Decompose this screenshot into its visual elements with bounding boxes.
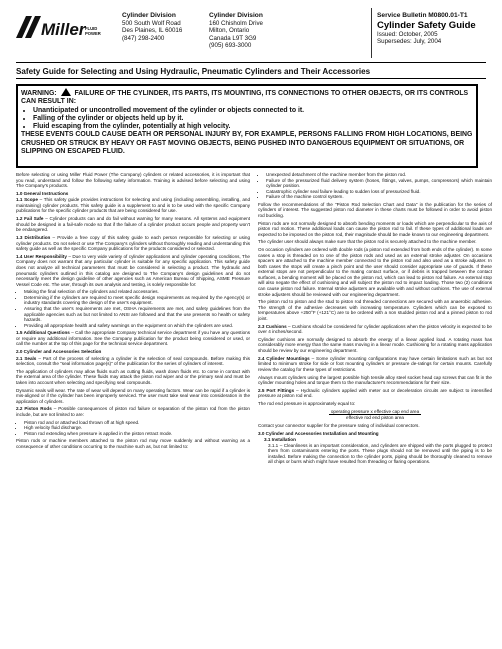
subsection-heading: 2.3 Cushions — [258, 323, 287, 329]
paragraph — [258, 388, 492, 399]
phone-number: (847) 298-2400 — [122, 34, 165, 42]
address-block-canada — [209, 12, 263, 50]
paragraph-text: – Cushions should be considered for cylinder applications when the piston velocity is expected to be over 4 inches/second. — [258, 323, 492, 335]
list-item: • Assuring that the user's requirements are met, OSHA requirements are met, and safety guidelines from the applicable agencies such as but not limited to ANSI are followed and that the use presents no health or safety hazards. — [24, 306, 250, 323]
division-name: Cylinder Division — [122, 12, 176, 19]
address-line: Canada L9T 3G9 — [209, 34, 257, 42]
paragraph — [16, 356, 250, 367]
paragraph — [258, 324, 492, 335]
body-column-left — [16, 172, 250, 452]
paragraph: Cylinder cushions are normally designed to absorb the energy of a linear applied load. A rotating mass has considerably more energy than the same mass moving in a linear mode. Cushioning for a rotating mass application should be review by our engineering department. — [258, 336, 492, 353]
warning-consequences: THESE EVENTS COULD CAUSE DEATH OR PERSONAL INJURY BY, FOR EXAMPLE, PERSONS FALLING FROM HIGH LOCATIONS, BEING CRUSHED OR STRUCK BY HEAVY OR FAST MOVING OBJECTS, BEING PUSHED INTO DANGEROUS EQUIPMENT OR SITUATIONS, OR SLIPPING ON ESCAPED FLUID. — [21, 131, 473, 156]
warning-text: FAILURE OF THE CYLINDER, ITS PARTS, ITS MOUNTING, ITS CONNECTIONS TO OTHER OBJECTS, OR ITS CONTROLS CAN RESULT IN: — [21, 90, 469, 106]
issued-date: Issued: October, 2005 — [377, 30, 438, 38]
section-heading: 3.0 Cylinder and Accessories Installation and Mounting — [258, 430, 379, 436]
paragraph — [16, 235, 250, 252]
list-item: • Failure of the machine control system. — [266, 194, 492, 200]
list-item: • Piston rod and or attached load thrown off at high speed. — [24, 420, 250, 426]
list-item: • Providing all appropriate health and safety warnings on the equipment on which the cylinders are used. — [24, 323, 250, 329]
document-title: Cylinder Safety Guide — [377, 19, 476, 31]
list-item: • Catastrophic cylinder seal failure leading to sudden loss of pressurized fluid. — [266, 189, 492, 195]
warning-heading — [21, 88, 473, 107]
address-block-us — [122, 12, 182, 42]
paragraph-text: – Possible consequences of piston rod failure or separation of the piston rod from the piston include, but are not limited to are: — [16, 406, 250, 418]
address-line: Des Plaines, IL 60016 — [122, 27, 183, 35]
warning-bullet: • Fluid escaping from the cylinder, potentially at high velocity. — [33, 123, 473, 131]
brand-name: Miller — [41, 20, 86, 39]
paragraph — [16, 254, 250, 287]
intro-paragraph: Before selecting or using Miller Fluid Power (The Company) cylinders or related accessories, it is important that you read, understand and follow the following safety information. Training is advised before selecting and using The Company's products. — [16, 172, 250, 189]
paragraph: Dynamic seals will wear. The rate of wear will depend on many operating factors. Wear can be rapid if a cylinder is mis-aligned or if the cylinder has been improperly serviced. The user must take seal wear into consideration in the application of cylinders. — [16, 387, 250, 404]
list-item: • High velocity fluid discharge. — [24, 425, 250, 431]
warning-triangle-icon — [61, 88, 71, 96]
paragraph-text: – Cylinder products can and do fail without warning for many reasons. All systems and equipment should be designed in a fail-safe mode so that if the failure of a cylinder product occurs people and property won't be endangered. — [16, 216, 251, 233]
miller-logo — [16, 12, 104, 42]
paragraph — [16, 216, 250, 233]
supersedes-date: Supersedes: July, 2004 — [377, 38, 442, 46]
svg-text:POWER: POWER — [85, 31, 101, 36]
header-divider — [371, 8, 372, 58]
paragraph: Contact your connector supplier for the pressure rating of individual connectors. — [258, 422, 420, 428]
division-name: Cylinder Division — [209, 12, 263, 19]
paragraph-text: – Hydraulic cylinders applied with meter out or deceleration circuits are subject to intensified pressure at piston rod end. — [258, 387, 493, 399]
subsection-heading: 1.3 Distribution — [16, 235, 51, 241]
svg-text:FLUID: FLUID — [85, 26, 98, 31]
section-heading: 1.0 General Instructions — [16, 190, 69, 196]
subsection-heading: 1.2 Fail Safe — [16, 216, 44, 222]
subsection-heading: 2.4 Cylinder Mountings — [258, 355, 310, 361]
list-item: • Piston rod extending when pressure is applied in the piston retract mode. — [24, 431, 250, 437]
paragraph-text: – Part of the process of selecting a cylinder is the selection of seal compounds. Before making this selection, consult the "seal information page(s)" of the publication for the series of cylinders of interest. — [16, 355, 250, 367]
title-rule — [16, 78, 486, 79]
page-header — [0, 0, 502, 60]
bullet-list — [16, 289, 250, 328]
paragraph: The cylinder user should always make sure that the piston rod is securely attached to the machine member. — [258, 239, 477, 245]
bullet-list — [258, 172, 492, 200]
subsection-heading: 2.2 Piston Rods — [16, 406, 52, 412]
formula-denominator: effective rod end piston area — [346, 415, 404, 421]
paragraph — [16, 330, 250, 347]
address-line: Milton, Ontario — [209, 27, 250, 35]
paragraph: Piston rods or machine members attached to the piston rod may move suddenly and without warning as a consequence of other conditions occurring to the machine such as, but not limited to: — [16, 438, 250, 449]
paragraph-text: – Provide a free copy of this safety guide to each person responsible for selecting or using cylinder products. Do not select or use The Company's cylinders without thoroughly reading and understanding this safety guide as well as the specific Company publications for the products considered or selected. — [16, 235, 251, 252]
subsection-heading: 2.1 Seals — [16, 355, 37, 361]
paragraph-text: – This safety guide provides instructions for selecting and using (including assembling, installing, and maintaining) cylinder products. This safety guide is a supplement to and is to be used with the specific Company publications for the specific cylinder products that are being considered for use. — [16, 197, 250, 214]
warning-bullet: • Unanticipated or uncontrolled movement of the cylinder or objects connected to it. — [33, 107, 473, 115]
subsection-heading: 3.1 Installation — [264, 437, 296, 443]
page-title: Safety Guide for Selecting and Using Hydraulic, Pneumatic Cylinders and Their Accessories — [16, 67, 371, 76]
paragraph: Always mount cylinders using the largest possible high tensile alloy steel socket head cap screws that can fit in the cylinder mounting holes and torque them to the manufacturer's recommendations for their size. — [258, 374, 492, 386]
phone-number: (905) 693-3000 — [209, 42, 252, 50]
paragraph: The piston rod to piston and the stud to piston rod threaded connections are secured with an anaerobic adhesive. The strength of the adhesive decreases with increasing temperature. Cylinders which can be exposed to temperatures above +250°F (+121°C) are to be ordered with a non studded piston rod and a pinned piston to rod joint. — [258, 299, 492, 321]
list-item: • Unexpected detachment of the machine member from the piston rod. — [266, 172, 492, 178]
body-column-right — [258, 172, 492, 467]
warning-label: WARNING: — [21, 90, 57, 97]
formula-numerator: operating pressure x effective cap end area — [330, 408, 420, 414]
address-line: 500 South Wolf Road — [122, 19, 181, 27]
subsection-heading: 1.5 Additional Questions — [16, 330, 70, 336]
paragraph: The application of cylinders may allow fluids such as cutting fluids, wash down fluids etc. to come in contact with the external area of the cylinder. These fluids may attack the piston rod wiper and or the primary seal and must be taken into account when selecting and specifying seal compounds. — [16, 368, 250, 385]
subsection-heading: 1.4 User Responsibility — [16, 253, 67, 259]
bullet-list — [16, 420, 250, 437]
miller-logo-graphic — [16, 12, 104, 42]
list-item: • Failure of the pressurized fluid delivery system (hoses, fittings, valves, pumps, compressors) which maintain cylinder position. — [266, 178, 492, 189]
paragraph-text: – Call the appropriate Company technical service department if you have any questions or require any additional information. See the Company publication for the product being considered or used, or call the number at the top of this page for the technical service department. — [16, 330, 250, 347]
warning-bullet: • Falling of the cylinder or objects held up by it. — [33, 115, 473, 123]
warning-bullets — [21, 107, 473, 132]
paragraph — [258, 356, 492, 373]
paragraph-text: – Some cylinder mounting configurations may have certain limitations such as but not limited to minimum stroke for side or foot mounting cylinders or pressure de-ratings for certain mounts. Carefully review the catalog for these types of restrictions. — [258, 355, 492, 372]
address-line: 160 Chisholm Drive — [209, 19, 263, 27]
section-heading: 2.0 Cylinder and Accessories Selection — [16, 348, 102, 354]
subsection-heading: 1.1 Scope — [16, 197, 38, 203]
paragraph-text: – Due to very wide variety of cylinder applications and cylinder operating conditions, The Company does not warrant that any particular cylinder is suitable for any specific application. This safety guide does not analyze all technical parameters that must be considered in selecting a product. The hydraulic and pneumatic cylinders outlined in this catalog are designed to The Company's design guidelines and do not necessarily meet the design guideline of other agencies such as American Bureau of Shipping, ASME Pressure Vessel Code etc. The user, through its own analysis and testing, is solely responsible for: — [16, 253, 250, 287]
list-item: • Making the final selection of the cylinders and related accessories. — [24, 289, 250, 295]
warning-box — [16, 84, 478, 168]
paragraph: 3.1.1 – Cleanliness is an important consideration, and cylinders are shipped with the ports plugged to protect them from contaminants entering the ports. These plugs should not be removed until the piping is to be installed. Before making the connection to the cylinder ports, piping should be thoroughly cleaned to remove all chips or burrs which might have resulted from threading or flaring operations. — [268, 442, 492, 465]
paragraph — [16, 406, 250, 417]
header-rule — [16, 62, 486, 63]
bulletin-block — [377, 12, 476, 46]
paragraph: Follow the recommendations of the "Piston Rod Selection Chart and Data" in the publication for the series of cylinders of interest. The suggested piston rod diameter in these charts must be followed in order to avoid piston rod buckling. — [258, 201, 492, 218]
bulletin-number: Service Bulletin M0800.01-T1 — [377, 12, 468, 19]
rod-end-pressure-formula — [258, 409, 492, 421]
list-item: • Determining if the cylinders are required to meet specific design requirements as required by the Agency(s) or industry standards covering the design of the user's equipment. — [24, 295, 250, 306]
subsection-heading: 2.5 Port Fittings — [258, 387, 295, 393]
paragraph: The rod end pressure is approximately equal to: — [258, 401, 356, 407]
paragraph: On occasion cylinders are ordered with double rods (a piston rod extended from both ends of the cylinder). In some cases a stop is threaded on to one of the piston rods and used as an external stroke adjuster. On occasions spacers are attached to the machine member connected to the piston rod and also used as a stroke adjuster. In both cases the stops will create a pinch point and the user should consider appropriate use of guards. If these external stops are not perpendicular to the mating contact surface, or if debris is trapped between the contact surfaces, a bending moment will be placed on the piston rod, which can lead to piston rod failure. An external stop will also negate the effect of cushioning and will subject the piston rod to impact loading. Those two (2) conditions can cause piston rod failure. Internal stroke adjusters are available with and without cushions. The use of external stroke adjusters should be reviewed with our engineering department. — [258, 247, 492, 297]
paragraph: Piston rods are not normally designed to absorb bending moments or loads which are perpendicular to the axis of piston rod motion. These additional loads can cause the piston rod to fail. If these types of additional loads are expected to be imposed on the piston rod, their magnitude should be made known to our engineering department. — [258, 220, 492, 237]
paragraph — [16, 197, 250, 214]
